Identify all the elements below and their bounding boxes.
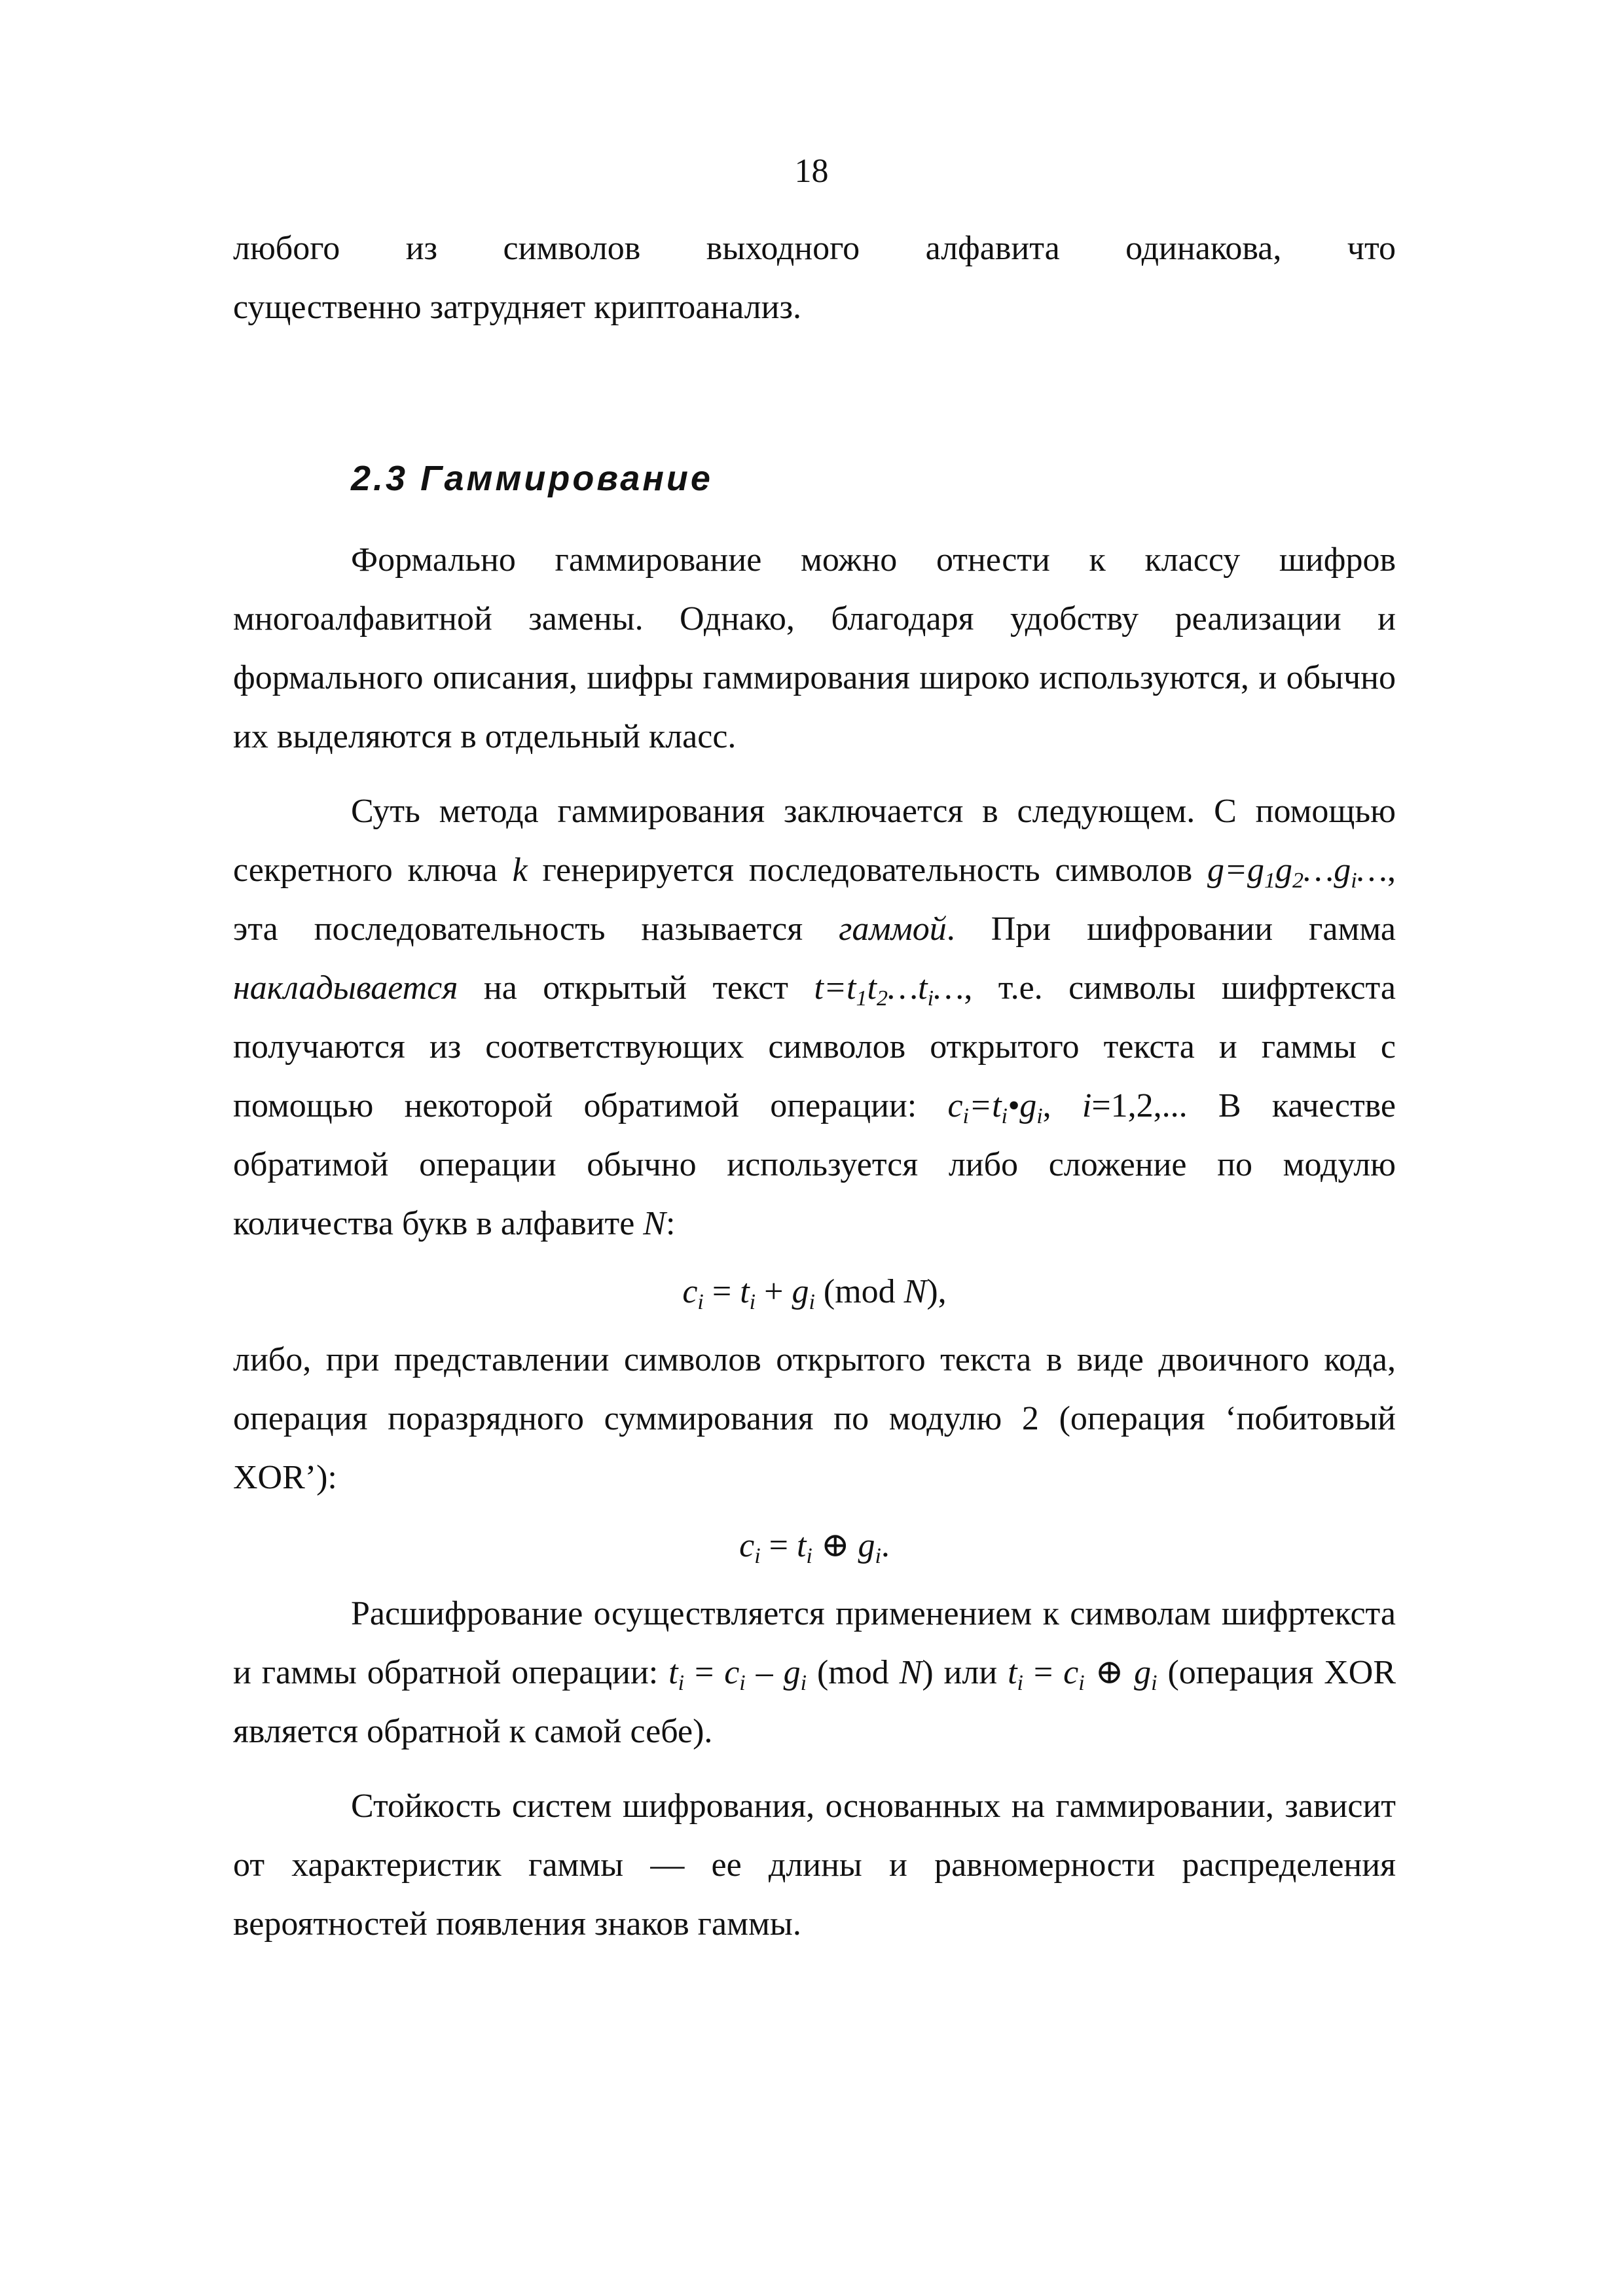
paragraph-formal-description: Формально гаммирование можно отнести к классу шифров многоалфавитной замены. Однако, благодаря удобству реализации и формального описания, шифры гаммирования широко используются, и обычно их выделяются в отдельный класс. xyxy=(233,541,1396,755)
term-overlay: накладывается xyxy=(233,969,458,1007)
term-gamma: гаммой xyxy=(839,910,947,948)
intro-line-1: любого из символов выходного алфавита одинакова, что xyxy=(233,230,1396,267)
paragraph-method-essence: Суть метода гаммирования заключается в следующем. С помощью секретного ключа k генерируется последовательность символов $g=g_1g_2\dots g_i\dots$, эта последовательность называется гаммой. При шифровании гамма накладывается на открытый текст $t=t_1t_2\dots t_i\dots$, т.е. символы шифртекста получаются из соответствующих символов открытого текста и гаммы с помощью некоторой обратимой операции: $c_i=t_i•g_i$, i=1,2,... В качестве обратимой операции обычно используется либо сложение по модулю количества букв в алфавите N: xyxy=(233,793,1396,1242)
gamma-sequence-formula: $g=g_1g_2\dots g_i\dots$ xyxy=(1207,852,1387,893)
section-heading: 2.3 Гаммирование xyxy=(351,459,713,498)
plaintext-sequence-formula: $t=t_1t_2\dots t_i\dots$ xyxy=(814,969,964,1011)
paragraph-decryption: Расшифрование осуществляется применением к символам шифртекста и гаммы обратной операции: $t_i = c_i - g_i$ (mod N) или $t_i = c_i$ ⊕ $g_i$ (операция XOR является обратной к самой себе). xyxy=(233,1595,1396,1750)
key-symbol: k xyxy=(512,852,528,889)
paragraph-xor-alternative: либо, при представлении символов открытого текста в виде двоичного кода, операция поразрядного суммирования по модулю 2 (операция ‘побитовый XOR’): xyxy=(233,1341,1396,1496)
page-body xyxy=(233,219,1396,1954)
formula-mod-addition: $c_i = t_i + g_i$ (mod N), xyxy=(682,1273,947,1314)
intro-line-2: существенно затрудняет криптоанализ. xyxy=(233,289,802,326)
alphabet-size-symbol: N xyxy=(643,1205,666,1242)
cipher-operation-formula: $c_i=t_i•g_i$ xyxy=(947,1087,1043,1128)
paragraph-strength: Стойкость систем шифрования, основанных на гаммировании, зависит от характеристик гаммы — ее длины и равномерности распределения вероятностей появления знаков гаммы. xyxy=(233,1787,1396,1943)
index-range: =1,2,... xyxy=(1091,1087,1188,1124)
formula-xor: $c_i = t_i$ ⊕ $g_i$. xyxy=(739,1527,890,1568)
page-number: 18 xyxy=(794,152,829,190)
